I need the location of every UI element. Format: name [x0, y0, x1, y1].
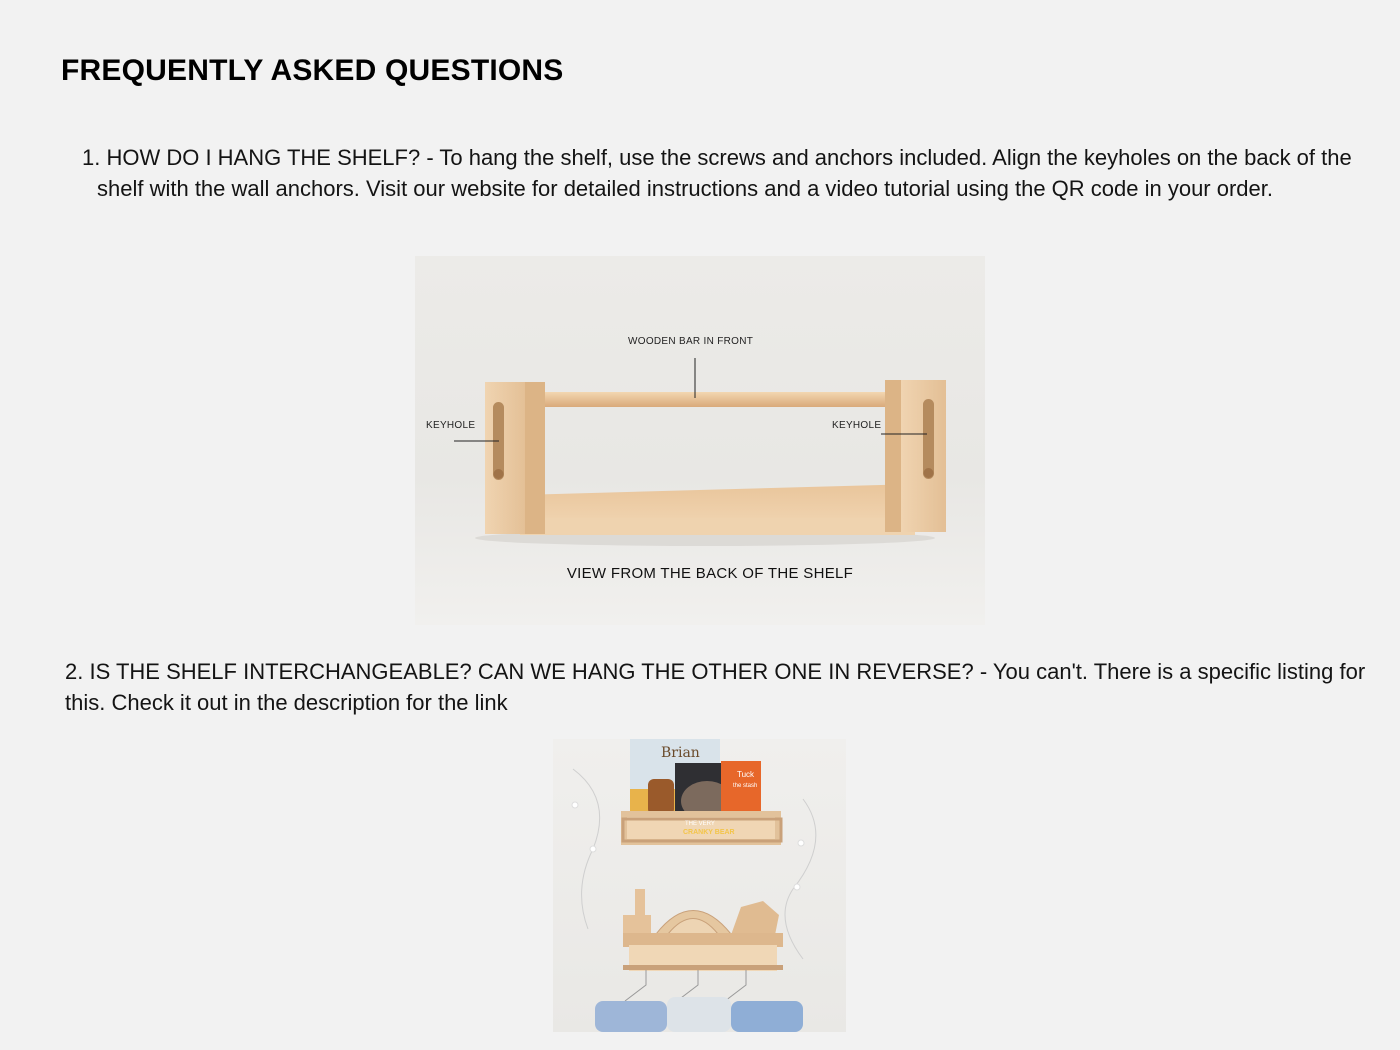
clothing-item	[595, 1001, 667, 1032]
wooden-hedgehog	[731, 901, 779, 935]
wooden-bar	[537, 392, 893, 407]
hanger	[725, 970, 746, 1001]
faq-item-1: 1. HOW DO I HANG THE SHELF? - To hang the shelf, use the screws and anchors included. Align the keyholes on the back of the shelf with the wall anchors. Visit our website for detailed instructions and a video tutorial using the QR code in your order.	[82, 145, 1352, 201]
right-keyhole-round	[924, 468, 934, 478]
string-light-wire-right	[785, 799, 816, 959]
clothing-item	[667, 997, 731, 1032]
shelf-base-front	[520, 518, 915, 535]
book-tuck-title-b: the stash	[733, 783, 758, 789]
bottom-shelf-ledge	[623, 933, 783, 947]
faq-item-2: 2. IS THE SHELF INTERCHANGEABLE? CAN WE HANG THE OTHER ONE IN REVERSE? - You can't. There is a specific listing for this. Check it out in the description for the link	[65, 659, 1366, 715]
bottom-shelf-rail	[623, 965, 783, 970]
shelves-illustration	[553, 739, 846, 1032]
light-bulb	[798, 840, 804, 846]
left-keyhole-round	[494, 469, 504, 479]
label-wooden-bar: WOODEN BAR IN FRONT	[628, 336, 754, 347]
hanger	[625, 970, 646, 1001]
photo-caption: VIEW FROM THE BACK OF THE SHELF	[566, 565, 854, 582]
page-title: FREQUENTLY ASKED QUESTIONS	[61, 54, 564, 87]
shelf-back-photo	[415, 256, 985, 625]
clothing-item	[731, 1001, 803, 1032]
book-brian-bear	[648, 779, 674, 815]
right-keyhole	[923, 399, 934, 479]
book-tuck-title-a: Tuck	[737, 770, 755, 779]
left-side-panel	[485, 382, 527, 534]
two-shelves-photo	[553, 739, 846, 1032]
hanger	[677, 970, 698, 1001]
book-cranky-title-a: THE VERY	[685, 821, 715, 827]
light-bulb	[572, 802, 578, 808]
left-side-edge	[525, 382, 545, 534]
label-keyhole-right: KEYHOLE	[832, 420, 882, 431]
right-side-edge	[885, 380, 903, 532]
label-keyhole-left: KEYHOLE	[426, 420, 476, 431]
book-brian-title: Brian	[661, 745, 700, 761]
book-cranky-title-b: CRANKY BEAR	[683, 829, 735, 836]
light-bulb	[794, 884, 800, 890]
light-bulb	[590, 846, 596, 852]
